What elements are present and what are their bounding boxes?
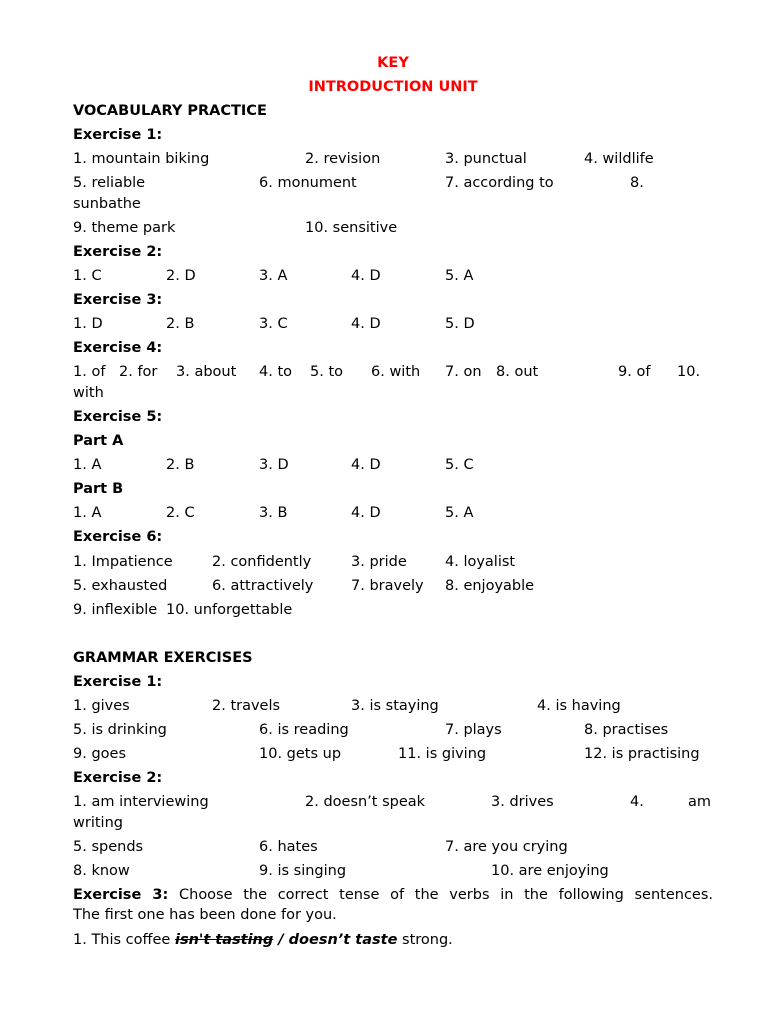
vocabulary-heading: VOCABULARY PRACTICE: [73, 103, 267, 119]
vocab-ex3-row: [73, 314, 713, 334]
grammar-ex2-row-1: [73, 792, 713, 812]
answer-item: 1. D: [73, 316, 103, 332]
answer-item: 4.: [630, 794, 644, 810]
grammar-exercise-1-label: Exercise 1:: [73, 674, 163, 690]
answer-item: 12. is practising: [584, 746, 700, 762]
vocab-exercise-5-label: Exercise 5:: [73, 409, 163, 425]
grammar-ex3-instruction-line-1: [73, 885, 713, 905]
struck-wrong-answer: isn't tasting: [174, 932, 274, 948]
answer-item: 8. practises: [584, 722, 669, 738]
answer-item: 7. plays: [445, 722, 502, 738]
grammar-ex1-row-2: [73, 720, 713, 740]
answer-item: 5. is drinking: [73, 722, 167, 738]
answer-item: 2. B: [166, 457, 195, 473]
answer-item: 1. mountain biking: [73, 151, 210, 167]
answer-item: 7. according to: [445, 175, 554, 191]
correct-answer: doesn’t taste: [288, 932, 398, 948]
answer-item: 9. is singing: [259, 863, 347, 879]
answer-item: 1. gives: [73, 698, 130, 714]
vocab-exercise-6-label: Exercise 6:: [73, 529, 163, 545]
grammar-ex3-instruction-line-2: The first one has been done for you.: [73, 907, 337, 923]
answer-item: 2. doesn’t speak: [305, 794, 426, 810]
answer-item: 1. C: [73, 268, 102, 284]
answer-item: 1. A: [73, 505, 102, 521]
answer-item: 4. to: [259, 364, 293, 380]
answer-item: 3. punctual: [445, 151, 527, 167]
answer-item: 5. exhausted: [73, 578, 168, 594]
example-suffix: strong.: [397, 932, 453, 948]
answer-item: 3. D: [259, 457, 289, 473]
answer-item: 2. confidently: [212, 554, 312, 570]
answer-item: 4. wildlife: [584, 151, 654, 167]
answer-item: 1. of: [73, 364, 106, 380]
answer-item: 1. A: [73, 457, 102, 473]
answer-item: 8. know: [73, 863, 130, 879]
grammar-ex2-row-1-wrap: writing: [73, 815, 123, 831]
answer-item: 1. am interviewing: [73, 794, 209, 810]
vocab-ex2-row: [73, 266, 713, 286]
answer-item: 6. attractively: [212, 578, 314, 594]
vocab-ex1-row-3: [73, 218, 713, 238]
answer-item: 9. inflexible: [73, 602, 158, 618]
vocab-ex5-part-a-row: [73, 455, 713, 475]
answer-item: am: [688, 794, 712, 810]
answer-item: 7. bravely: [351, 578, 424, 594]
answer-item: 3. B: [259, 505, 288, 521]
answer-item: 4. loyalist: [445, 554, 516, 570]
answer-item: 2. C: [166, 505, 195, 521]
answer-item: 9. of: [618, 364, 651, 380]
vocab-exercise-1-label: Exercise 1:: [73, 127, 163, 143]
answer-item: 3. is staying: [351, 698, 439, 714]
vocab-ex6-row-1: [73, 552, 713, 572]
answer-item: 5. D: [445, 316, 475, 332]
answer-item: 4. D: [351, 316, 381, 332]
answer-item: 4. D: [351, 505, 381, 521]
example-prefix: 1. This coffee: [73, 932, 175, 948]
answer-item: 1. Impatience: [73, 554, 173, 570]
vocab-ex6-row-2: [73, 576, 713, 596]
grammar-exercise-3-label: Exercise 3:: [73, 887, 169, 903]
part-a-label: Part A: [73, 433, 124, 449]
answer-item: 10. unforgettable: [166, 602, 293, 618]
answer-item: 2. travels: [212, 698, 281, 714]
vocab-ex1-row-1: [73, 149, 713, 169]
answer-item: 2. D: [166, 268, 196, 284]
grammar-ex3-example: [73, 930, 713, 950]
answer-item: 7. are you crying: [445, 839, 568, 855]
vocab-ex4-row: [73, 362, 713, 382]
answer-item: 4. D: [351, 268, 381, 284]
answer-item: 10. are enjoying: [491, 863, 609, 879]
vocab-ex6-row-3: [73, 600, 713, 620]
answer-item: 2. for: [119, 364, 158, 380]
grammar-ex1-row-1: [73, 696, 713, 716]
answer-item: 10.: [677, 364, 701, 380]
answer-item: 11. is giving: [398, 746, 487, 762]
vocab-ex4-row-wrap: with: [73, 385, 104, 401]
answer-item: 10. gets up: [259, 746, 342, 762]
answer-item: 3. drives: [491, 794, 554, 810]
answer-item: 4. D: [351, 457, 381, 473]
answer-item: 10. sensitive: [305, 220, 398, 236]
vocab-ex5-part-b-row: [73, 503, 713, 523]
grammar-heading: GRAMMAR EXERCISES: [73, 650, 253, 666]
grammar-ex2-row-2: [73, 837, 713, 857]
key-title: KEY: [377, 55, 409, 71]
answer-item: 7. on: [445, 364, 482, 380]
answer-item: 6. is reading: [259, 722, 349, 738]
answer-item: 3. pride: [351, 554, 407, 570]
instruction-text: Choose the correct tense of the verbs in the following sentences.: [179, 887, 713, 903]
answer-item: 8. out: [496, 364, 539, 380]
answer-item: 9. theme park: [73, 220, 176, 236]
vocab-ex1-row-2: [73, 173, 713, 193]
grammar-exercise-2-label: Exercise 2:: [73, 770, 163, 786]
vocab-ex1-row-2-wrap: sunbathe: [73, 196, 141, 212]
grammar-ex2-row-3: [73, 861, 713, 881]
answer-item: 5. to: [310, 364, 344, 380]
answer-item: 2. B: [166, 316, 195, 332]
answer-item: 9. goes: [73, 746, 126, 762]
answer-item: 8.: [630, 175, 644, 191]
answer-item: 2. revision: [305, 151, 381, 167]
vocab-exercise-4-label: Exercise 4:: [73, 340, 163, 356]
unit-title: INTRODUCTION UNIT: [308, 79, 478, 95]
part-b-label: Part B: [73, 481, 124, 497]
answer-item: 4. is having: [537, 698, 621, 714]
answer-item: 5. spends: [73, 839, 144, 855]
answer-item: 3. about: [176, 364, 237, 380]
answer-item: 5. A: [445, 268, 474, 284]
answer-item: 3. C: [259, 316, 288, 332]
answer-item: 5. A: [445, 505, 474, 521]
vocab-exercise-3-label: Exercise 3:: [73, 292, 163, 308]
answer-item: 6. hates: [259, 839, 318, 855]
answer-item: 3. A: [259, 268, 288, 284]
grammar-ex1-row-3: [73, 744, 713, 764]
answer-item: 5. reliable: [73, 175, 146, 191]
answer-item: 6. with: [371, 364, 421, 380]
answer-separator: /: [273, 932, 289, 948]
answer-item: 5. C: [445, 457, 474, 473]
vocab-exercise-2-label: Exercise 2:: [73, 244, 163, 260]
answer-item: 6. monument: [259, 175, 357, 191]
answer-item: 8. enjoyable: [445, 578, 535, 594]
